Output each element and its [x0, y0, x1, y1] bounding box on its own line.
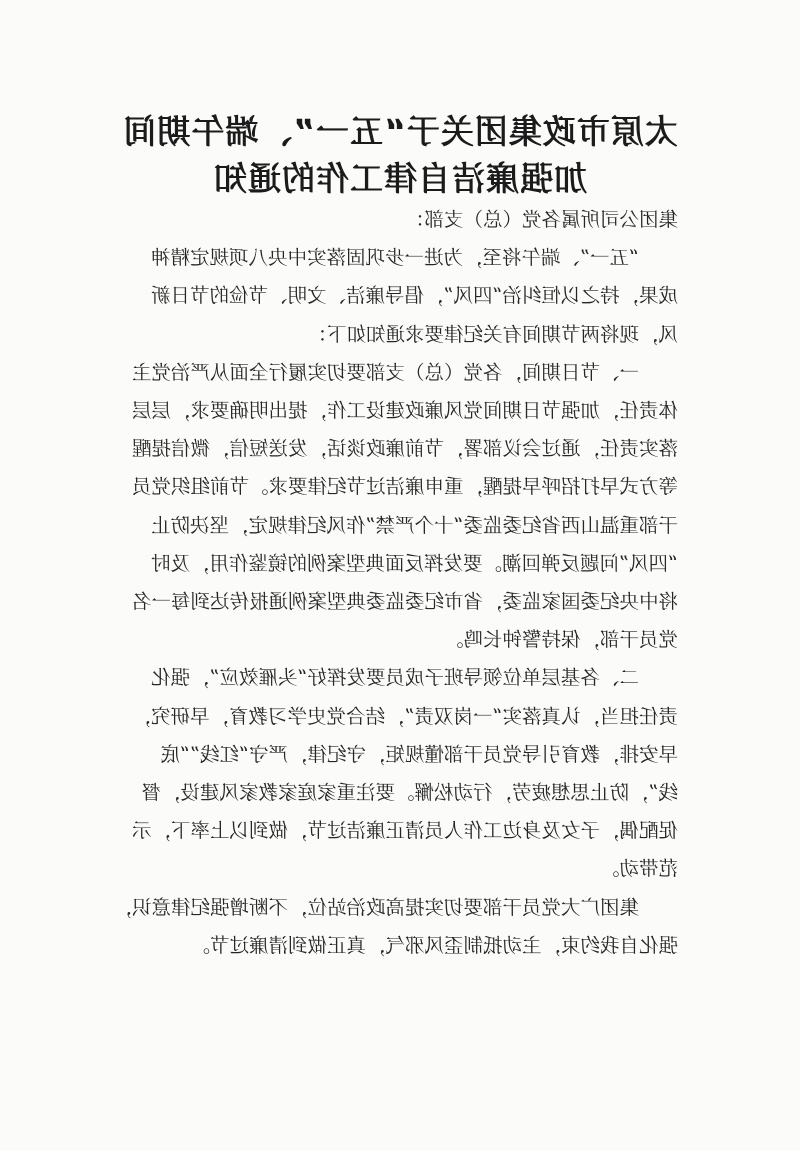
paragraph-line: “四风”问题反弹回潮。要发挥反面典型案例的镜鉴作用，及时 [151, 551, 678, 575]
paragraph-line: 二、各基层单位领导班子成员要发挥好“头雁效应”，强化 [151, 666, 639, 690]
paragraph-line: 早安排，教育引导党员干部懂规矩，守纪律，严守“红线”“底 [160, 742, 678, 766]
paragraph-intro [118, 239, 678, 354]
document-title-line-2: 加强廉洁自律工作的通知 [213, 159, 587, 198]
paragraph-two [118, 659, 678, 888]
paragraph-line: 集团广大党员干部要切实提高政治站位，不断增强纪律意识， [112, 895, 639, 919]
paragraph-line: 风，现将两节期间有关纪律要求通知如下： [307, 322, 678, 346]
paragraph-line: 等方式早打招呼早提醒，重申廉洁过节纪律要求。节前组织党员 [131, 475, 678, 499]
paragraph-line: 成果，持之以恒纠治“四风”，倡导廉洁、文明、节俭的节日新 [151, 284, 678, 308]
paragraph-one [118, 354, 678, 660]
paragraph-line: 线”，防止思想疲劳，行动松懈。要注重家庭家教家风建设，督 [141, 781, 678, 805]
paragraph-line: 党员干部，保持警钟长鸣。 [443, 628, 678, 652]
paragraph-line: 促配偶，子女及身边工作人员清正廉洁过节，做到以上率下，示 [131, 819, 678, 843]
paragraph-line: 干部重温山西省纪委监委“十个严禁”作风纪律规定，坚决防止 [151, 513, 678, 537]
paragraph-line: 强化自我约束，主动抵制歪风邪气，真正做到清廉过节。 [190, 933, 678, 957]
paragraph-line: 落实责任，通过会议部署，节前廉政谈话，发送短信，微信提醒 [131, 437, 678, 461]
paragraph-line: 一、节日期间，各党（总）支部要切实履行全面从严治党主 [131, 360, 639, 384]
paragraph-line: 将中央纪委国家监委，省市纪委监委典型案例通报传达到每一名 [131, 590, 678, 614]
paragraph-line: “五一”、端午将至，为进一步巩固落实中央八项规定精神 [151, 246, 639, 270]
salutation: 集团公司所属各党（总）支部： [404, 208, 678, 231]
paragraph-line: 范带动。 [599, 857, 678, 881]
document-title-line-1: 太原市政集团关于“五一”、端午期间 [122, 112, 678, 151]
paragraph-closing [112, 889, 678, 965]
document-body [112, 201, 678, 965]
paragraph-line: 体责任，加强节日期间党风廉政建设工作，提出明确要求，层层 [131, 399, 678, 423]
paragraph-line: 责任担当，认真落实“一岗双责”，结合党史学习教育，早研究， [131, 704, 678, 728]
